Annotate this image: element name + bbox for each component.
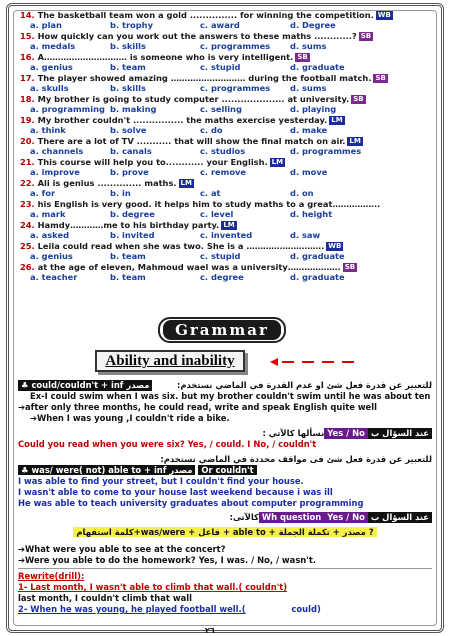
question-item [20,178,425,188]
rule1-ex2: ➔after only three months, he could read, write and speak English quite well [18,402,377,412]
option[interactable]: d. sums [290,83,327,93]
option[interactable]: b. trophy [110,20,153,30]
option[interactable]: d. sums [290,41,327,51]
source-tag: LM [180,179,192,187]
question-text: Leila could read when she was two. She is a ………………………. [37,241,325,251]
question-item [20,31,425,41]
grammar-banner [158,317,286,343]
source-tag: LM [331,116,343,124]
option[interactable]: b. team [110,251,146,261]
option[interactable]: a. think [30,125,66,135]
option[interactable]: b. skills [110,83,146,93]
question-text: My brother couldn't ................ the maths exercise yesterday. [37,115,328,125]
question-number: 19. [20,115,35,125]
option[interactable]: c. selling [200,104,242,114]
rewrite-line2: 2- When he was young, he played football well.( could) [18,604,321,614]
question-number: 18. [20,94,35,104]
page-number: ٢٦ [205,626,215,635]
q2-arabic: عند السؤال ب [368,512,432,523]
rule2-ex2: I wasn't able to come to your house last weekend because i was ill [18,487,333,497]
option[interactable]: a. skulls [30,83,69,93]
options-row [20,272,425,282]
source-tag: SB [344,263,356,271]
option[interactable]: a. genius [30,62,73,72]
option[interactable]: a. channels [30,146,84,156]
question-number: 25. [20,241,35,251]
question-number: 24. [20,220,35,230]
question-text: This course will help you to............ your English. [37,157,268,167]
question-text: The basketball team won a gold ............... for winning the competition. [37,10,374,20]
option[interactable]: c. do [200,125,223,135]
option[interactable]: d. on [290,188,314,198]
rule1-block [18,380,432,424]
options-row [20,167,425,177]
question-number: 15. [20,31,35,41]
source-tag: LM [223,221,235,229]
could-question-example: Could you read when you were six? Yes, / could. I No, / couldn't [18,439,317,449]
option[interactable]: b. canals [110,146,152,156]
arrow-left-icon [270,358,360,366]
option[interactable]: a. for [30,188,56,198]
rule2-block [18,454,432,509]
option[interactable]: c. programmes [200,41,271,51]
option[interactable]: d. graduate [290,272,345,282]
rule1-formula: ♣ could/couldn't + inf مصدر [18,380,152,391]
rule2-or: Or couldn't [198,465,256,475]
question1-block [18,428,432,450]
rule2-ex1: I was able to find your street, but I couldn't find your house. [18,476,304,486]
source-tag: SB [375,74,386,82]
option[interactable]: c. studios [200,146,246,156]
q1-tail: نسألها كالآتي : [262,428,325,438]
question-text: Ali is genius .............. maths. [37,178,177,188]
rule2-ex3: He was able to teach university graduates about computer programming [18,498,364,508]
question-item [20,52,425,62]
option[interactable]: c. programmes [200,83,271,93]
question-item [20,157,425,167]
rule1-ex1: Ex-I could swim when I was six. but my brother couldn't swim until he was about ten [30,391,431,401]
option[interactable]: d. Degree [290,20,336,30]
options-row [20,83,425,93]
question-text: A………………………… is someone who is very intelligent. [37,52,294,62]
q2-wh: Wh question [259,512,324,523]
question-number: 26. [20,262,35,272]
question-text: his English is very good. it helps him to study maths to a great…………….. [37,199,381,209]
question-number: 21. [20,157,35,167]
option[interactable]: c. remove [200,167,247,177]
options-row [20,41,425,51]
question-item [20,241,425,251]
option[interactable]: b. team [110,272,146,282]
rewrite-line1: 1- Last month, I wasn't able to climb that wall.( couldn't) [18,582,288,592]
source-tag: SB [297,53,308,61]
q1-arabic: عند السؤال ب [368,428,432,439]
option[interactable]: b. skills [110,41,146,51]
q1-yesno: Yes / No [324,428,368,439]
formula: كلمة استفهام+was/were + فاعل + able to + مصدر + تكملة الجملة ? [73,527,376,537]
source-tag: LM [271,158,284,166]
question-text: Hamdy…………me to his birthday party. [37,220,220,230]
option[interactable]: c. stupid [200,62,241,72]
question-item [20,10,425,20]
option[interactable]: d. saw [290,230,321,240]
option[interactable]: a. improve [30,167,80,177]
question2-block [18,512,432,615]
question-number: 23. [20,199,35,209]
option[interactable]: d. graduate [290,251,345,261]
question-number: 16. [20,52,35,62]
options-row [20,251,425,261]
option[interactable]: c. at [200,188,221,198]
option[interactable]: a. medals [30,41,76,51]
question-text: The player showed amazing ……………………… during the football match. [37,73,372,83]
source-tag: WB [377,11,391,19]
option[interactable]: a. teacher [30,272,78,282]
rewrite-title: Rewrite(drill): [18,571,85,581]
option[interactable]: b. making [110,104,157,114]
section-title: Ability and inability [105,353,235,369]
rule1-arabic: للتعبير عن قدرة فعل شئ او عدم القدرة في الماضي نستخدم: [176,380,432,390]
question-item [20,262,425,272]
option[interactable]: b. solve [110,125,147,135]
question-item [20,115,425,125]
option[interactable]: d. graduate [290,62,345,72]
option[interactable]: b. degree [110,209,155,219]
option[interactable]: b. team [110,62,146,72]
option[interactable]: c. level [200,209,234,219]
question-text: There are a lot of TV ........... that will show the final match on air. [37,136,346,146]
option[interactable]: d. move [290,167,328,177]
option[interactable]: c. award [200,20,240,30]
option[interactable]: d. programmes [290,146,362,156]
q2-yesno: Yes / No [324,512,368,523]
question-number: 17. [20,73,35,83]
question-text: How quickly can you work out the answers to these maths ............? [37,31,357,41]
options-row [20,146,425,156]
option[interactable]: a. genius [30,251,73,261]
wh-ex2: ➔Were you able to do the homework? Yes, I was. / No, / wasn't. [18,555,317,565]
wh-ex1: ➔What were you able to see at the concert? [18,544,226,554]
rule2-formula: ♣ was/ were( not) able to + inf مصدر [18,465,195,475]
question-number: 14. [20,10,35,20]
options-row [20,230,425,240]
option[interactable]: d. playing [290,104,337,114]
option[interactable]: c. degree [200,272,244,282]
rule1-ex3: ➔When I was young ,I couldn't ride a bike. [30,413,230,423]
option[interactable]: a. programming [30,104,105,114]
options-row [20,188,425,198]
grammar-banner-text: Grammar [163,320,281,340]
source-tag: SB [353,95,364,103]
question-item [20,73,425,83]
rewrite-answer1: last month, I couldn't climb that wall [18,593,192,603]
source-tag: SB [360,32,372,40]
option[interactable]: c. stupid [200,251,241,261]
option[interactable]: d. make [290,125,328,135]
question-text: My brother is going to study computer .................... at university. [37,94,350,104]
options-row [20,209,425,219]
options-row [20,62,425,72]
rule2-arabic: للتعبير عن قدرة فعل شئ فى مواقف محددة في الماضي نستخدم: [160,454,432,464]
options-row [20,104,425,114]
source-tag: WB [328,242,342,250]
section-title-box [95,350,245,372]
option[interactable]: b. invited [110,230,155,240]
option[interactable]: a. mark [30,209,66,219]
questions-list [20,10,425,283]
question-item [20,136,425,146]
option[interactable]: b. in [110,188,131,198]
option[interactable]: b. prove [110,167,149,177]
question-item [20,94,425,104]
question-item [20,199,425,209]
option[interactable]: d. height [290,209,333,219]
option[interactable]: a. asked [30,230,70,240]
options-row [20,125,425,135]
question-item [20,220,425,230]
option[interactable]: c. invented [200,230,253,240]
option[interactable]: a. plan [30,20,62,30]
question-number: 20. [20,136,35,146]
question-number: 22. [20,178,35,188]
q2-tail: كالآتى: [229,512,259,522]
question-text: at the age of eleven, Mahmoud wael was a university………………. [37,262,341,272]
options-row [20,20,425,30]
source-tag: LM [349,137,361,145]
